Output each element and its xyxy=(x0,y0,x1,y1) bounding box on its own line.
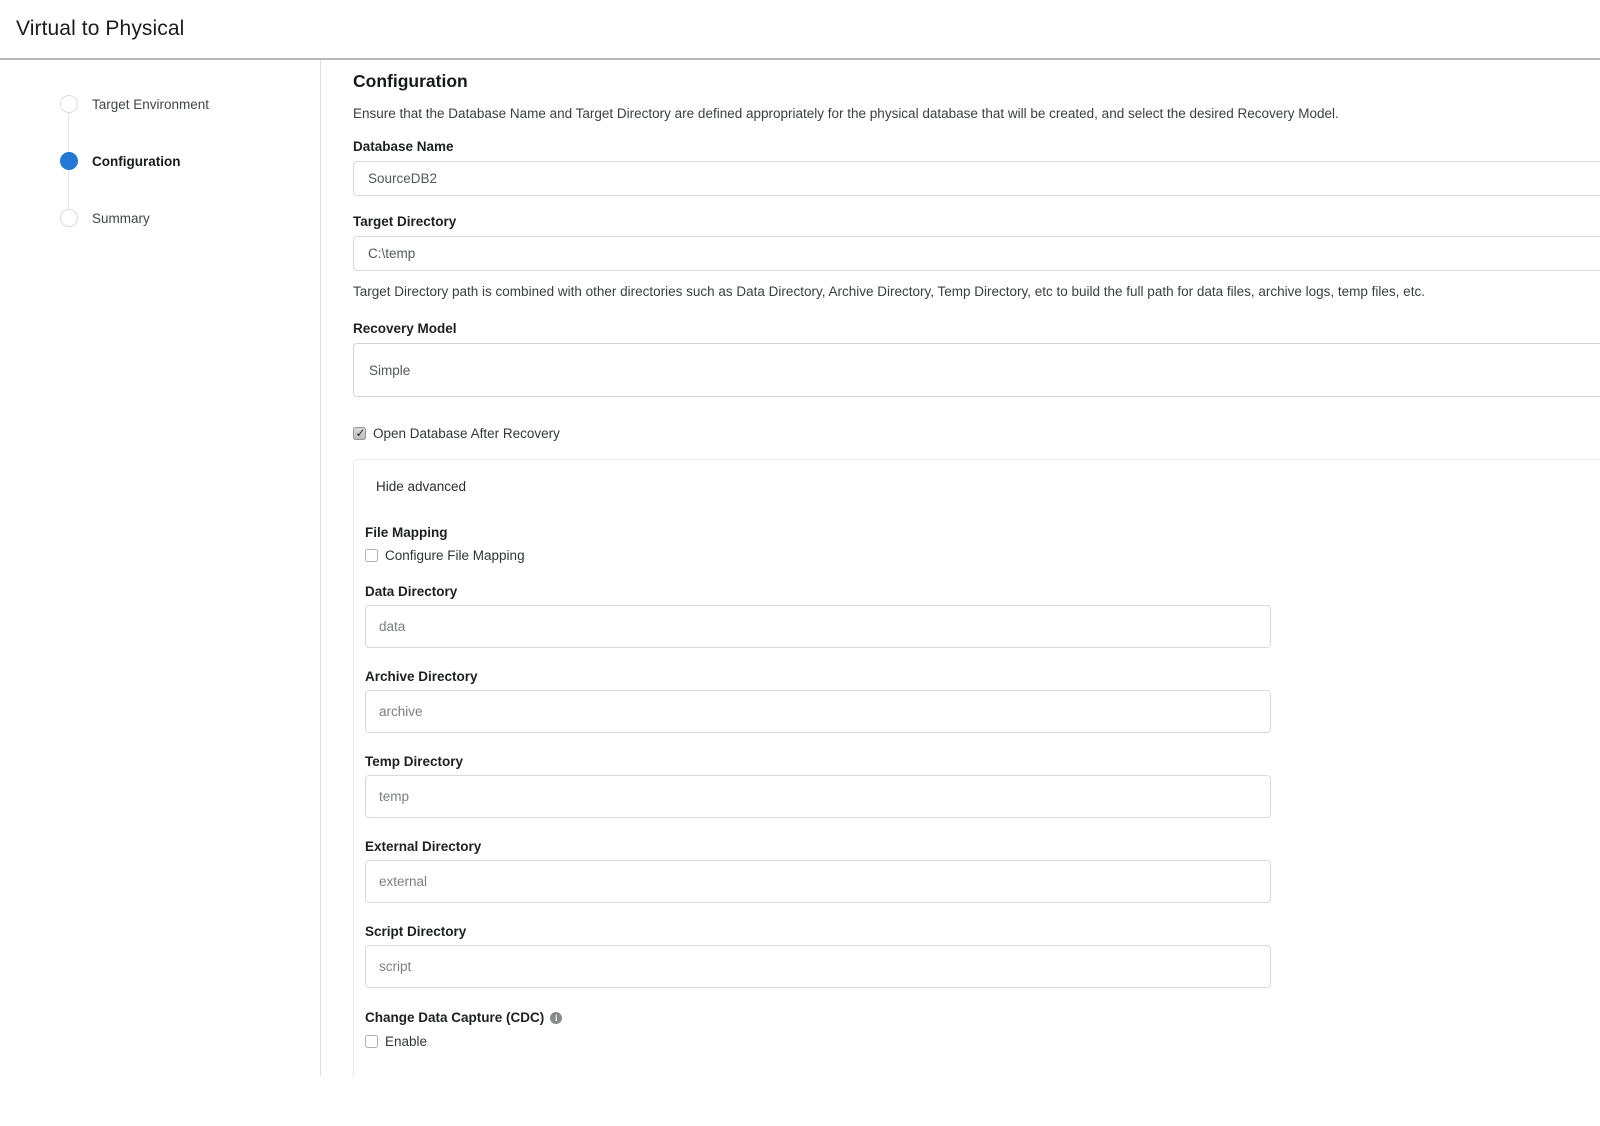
configuration-pane xyxy=(321,60,1600,1076)
wizard-body xyxy=(0,60,1600,1076)
section-heading: Configuration xyxy=(353,71,468,91)
step-circle-icon xyxy=(60,95,78,113)
target-directory-input[interactable] xyxy=(353,236,1600,271)
step-label: Summary xyxy=(92,210,150,226)
advanced-panel xyxy=(353,459,1600,1076)
step-circle-active-icon xyxy=(60,152,78,170)
open-db-after-recovery-label: Open Database After Recovery xyxy=(373,425,560,441)
database-name-label: Database Name xyxy=(353,139,454,154)
data-directory-label: Data Directory xyxy=(365,584,458,599)
target-directory-label: Target Directory xyxy=(353,214,457,229)
step-label: Configuration xyxy=(92,153,181,169)
recovery-model-select[interactable] xyxy=(353,343,1600,397)
cdc-label: Change Data Capture (CDC) xyxy=(365,1010,545,1025)
temp-directory-input[interactable] xyxy=(365,775,1271,818)
app-header xyxy=(0,0,1600,60)
page-title: Virtual to Physical xyxy=(16,17,185,40)
configure-file-mapping-label: Configure File Mapping xyxy=(385,547,525,563)
script-directory-input[interactable] xyxy=(365,945,1271,988)
section-description: Ensure that the Database Name and Target Directory are defined appropriately for the physical database that will be created, and select the desired Recovery Model. xyxy=(353,106,1339,121)
database-name-input[interactable] xyxy=(353,161,1600,196)
cdc-enable-checkbox[interactable] xyxy=(365,1035,378,1048)
hide-advanced-toggle[interactable]: Hide advanced xyxy=(376,479,467,494)
recovery-model-label: Recovery Model xyxy=(353,321,457,336)
recovery-model-selected-value: Simple xyxy=(369,362,411,378)
step-circle-icon xyxy=(60,209,78,227)
archive-directory-input[interactable] xyxy=(365,690,1271,733)
external-directory-label: External Directory xyxy=(365,839,482,854)
cdc-label-row xyxy=(365,1009,1600,1026)
script-directory-label: Script Directory xyxy=(365,924,467,939)
info-icon[interactable]: i xyxy=(550,1012,562,1024)
target-directory-helper: Target Directory path is combined with other directories such as Data Directory, Archive Directory, Temp Directory, etc to build the full path for data files, archive logs, temp files, etc. xyxy=(353,284,1425,299)
wizard-sidebar xyxy=(0,60,321,1076)
step-label: Target Environment xyxy=(92,96,210,112)
file-mapping-label: File Mapping xyxy=(365,525,448,540)
step-summary[interactable] xyxy=(60,209,320,227)
open-db-after-recovery-row xyxy=(353,425,1600,441)
configure-file-mapping-row xyxy=(365,547,1600,563)
step-configuration[interactable] xyxy=(60,152,320,170)
wizard-stepper xyxy=(60,95,320,227)
archive-directory-label: Archive Directory xyxy=(365,669,478,684)
cdc-enable-label: Enable xyxy=(385,1033,428,1049)
configure-file-mapping-checkbox[interactable] xyxy=(365,549,378,562)
open-db-after-recovery-checkbox[interactable] xyxy=(353,427,366,440)
external-directory-input[interactable] xyxy=(365,860,1271,903)
data-directory-input[interactable] xyxy=(365,605,1271,648)
temp-directory-label: Temp Directory xyxy=(365,754,464,769)
cdc-enable-row xyxy=(365,1033,1600,1049)
step-target-environment[interactable] xyxy=(60,95,320,113)
